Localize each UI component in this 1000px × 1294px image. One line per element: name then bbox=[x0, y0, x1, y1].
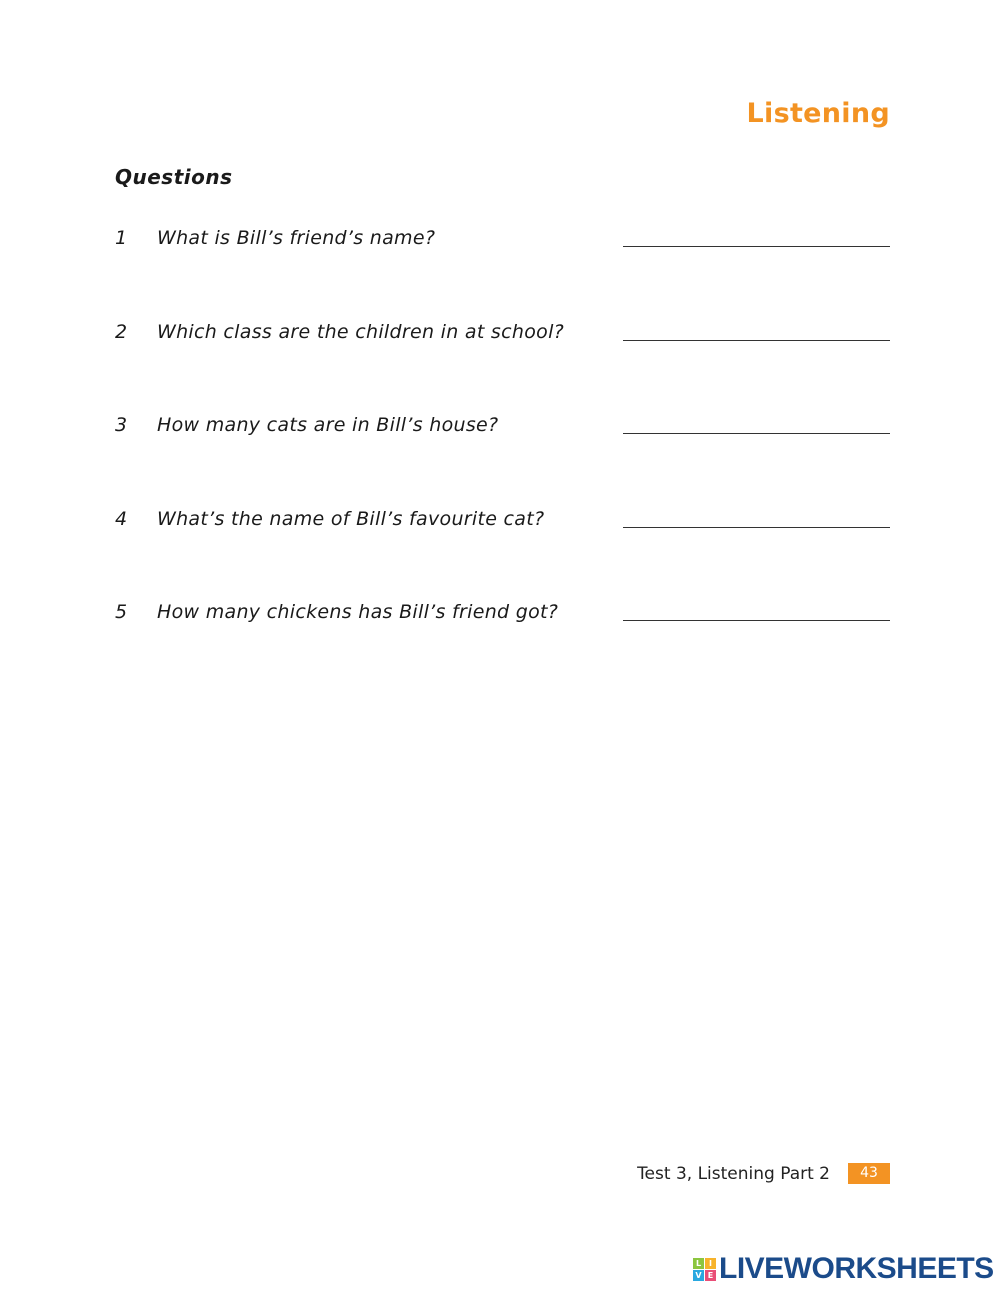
brand-mark-icon bbox=[693, 1258, 716, 1281]
question-4 bbox=[115, 506, 890, 600]
brand-mark-letter: L bbox=[693, 1258, 704, 1269]
question-3 bbox=[115, 412, 890, 506]
brand-mark-letter: E bbox=[705, 1270, 716, 1281]
page-footer bbox=[637, 1163, 890, 1184]
question-text: How many chickens has Bill’s friend got? bbox=[157, 601, 559, 623]
answer-input-2[interactable] bbox=[623, 340, 890, 341]
question-2 bbox=[115, 319, 890, 413]
question-number: 4 bbox=[115, 507, 128, 530]
question-list bbox=[115, 225, 890, 693]
answer-input-1[interactable] bbox=[623, 246, 890, 247]
footer-label: Test 3, Listening Part 2 bbox=[637, 1163, 830, 1184]
brand-mark-letter: V bbox=[693, 1270, 704, 1281]
answer-input-4[interactable] bbox=[623, 527, 890, 528]
brand-mark-letter: I bbox=[705, 1258, 716, 1269]
question-5 bbox=[115, 599, 890, 693]
question-text: What is Bill’s friend’s name? bbox=[157, 227, 436, 249]
question-text: How many cats are in Bill’s house? bbox=[157, 414, 499, 436]
question-number: 2 bbox=[115, 320, 128, 343]
question-number: 1 bbox=[115, 227, 128, 249]
section-title: Listening bbox=[746, 98, 890, 129]
question-1 bbox=[115, 225, 890, 319]
question-number: 3 bbox=[115, 414, 128, 436]
liveworksheets-logo bbox=[693, 1252, 994, 1286]
question-text: What’s the name of Bill’s favourite cat? bbox=[157, 507, 545, 530]
brand-name: LIVEWORKSHEETS bbox=[719, 1252, 994, 1285]
question-number: 5 bbox=[115, 601, 128, 623]
question-text: Which class are the children in at school? bbox=[157, 320, 565, 343]
answer-input-5[interactable] bbox=[623, 620, 890, 621]
questions-heading: Questions bbox=[115, 165, 233, 189]
answer-input-3[interactable] bbox=[623, 433, 890, 434]
page-number-badge: 43 bbox=[848, 1163, 890, 1184]
